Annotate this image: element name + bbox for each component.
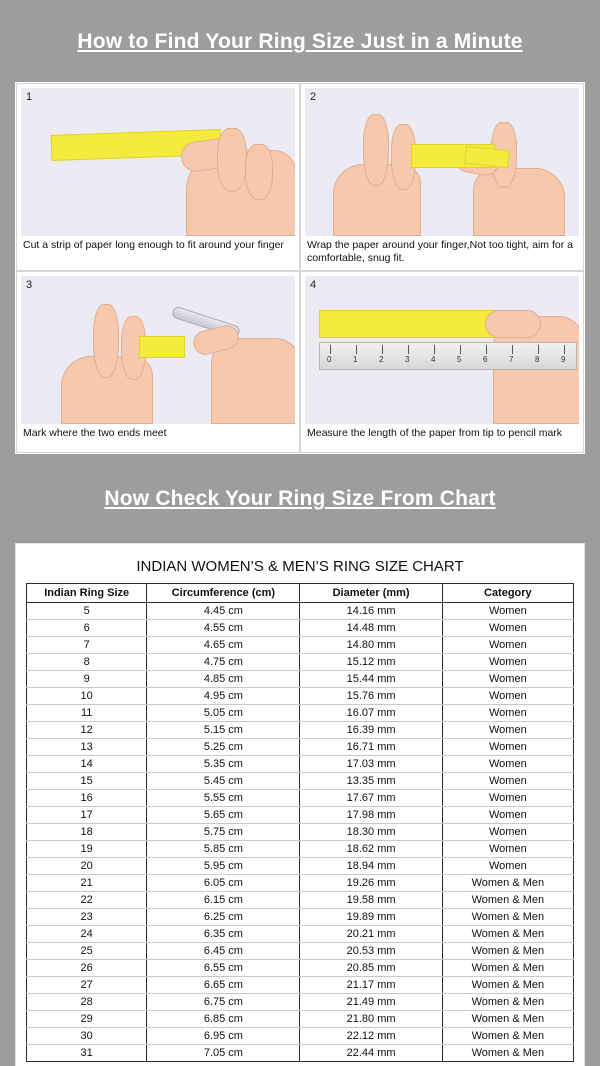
ruler-number: 1 (353, 354, 358, 364)
table-cell: Women & Men (442, 908, 573, 925)
chart-title: INDIAN WOMEN’S & MEN’S RING SIZE CHART (136, 557, 464, 575)
table-cell: Women & Men (442, 993, 573, 1010)
table-header-row (27, 583, 574, 602)
table-row (27, 942, 574, 959)
step-4-illustration (305, 276, 579, 424)
table-cell: 5.45 cm (147, 772, 300, 789)
step-1-caption: Cut a strip of paper long enough to fit around your finger (23, 239, 284, 252)
table-cell: 19.58 mm (300, 891, 442, 908)
table-cell: 18 (27, 823, 147, 840)
left-index-finger (363, 114, 389, 186)
table-cell: 15.12 mm (300, 653, 442, 670)
column-header-circumference: Circumference (cm) (147, 583, 300, 602)
ruler-tick (564, 345, 565, 354)
table-cell: 5.85 cm (147, 840, 300, 857)
table-row (27, 772, 574, 789)
step-3-caption: Mark where the two ends meet (23, 426, 167, 439)
table-cell: 15.76 mm (300, 687, 442, 704)
left-index-finger (93, 304, 119, 378)
table-cell: 6.25 cm (147, 908, 300, 925)
table-cell: 4.85 cm (147, 670, 300, 687)
step-card-3 (16, 271, 300, 453)
table-cell: Women (442, 857, 573, 874)
table-cell: Women (442, 755, 573, 772)
column-header-ring-size: Indian Ring Size (27, 583, 147, 602)
ruler-tick (538, 345, 539, 354)
paper-on-finger (139, 336, 185, 358)
table-cell: Women (442, 806, 573, 823)
table-cell: 5.05 cm (147, 704, 300, 721)
table-cell: Women (442, 789, 573, 806)
table-cell: Women (442, 636, 573, 653)
ruler-number: 8 (535, 354, 540, 364)
table-cell: 17 (27, 806, 147, 823)
ruler-tick (408, 345, 409, 354)
table-cell: 5.55 cm (147, 789, 300, 806)
table-cell: Women & Men (442, 1044, 573, 1061)
table-cell: Women (442, 738, 573, 755)
table-cell: Women & Men (442, 976, 573, 993)
table-cell: Women (442, 772, 573, 789)
table-row (27, 1044, 574, 1061)
step-2-caption: Wrap the paper around your finger,Not too tight, aim for a comfortable, snug fit. (307, 239, 573, 264)
table-cell: 6.65 cm (147, 976, 300, 993)
table-cell: Women & Men (442, 874, 573, 891)
ring-size-table (26, 583, 574, 1062)
column-header-category: Category (442, 583, 573, 602)
step-card-2 (300, 83, 584, 271)
table-cell: 5.25 cm (147, 738, 300, 755)
table-cell: Women & Men (442, 891, 573, 908)
table-cell: 14 (27, 755, 147, 772)
table-row (27, 619, 574, 636)
ruler-tick (460, 345, 461, 354)
table-cell: Women (442, 619, 573, 636)
table-cell: 22.12 mm (300, 1027, 442, 1044)
finger-tip (485, 310, 541, 338)
ruler-tick (486, 345, 487, 354)
table-cell: 31 (27, 1044, 147, 1061)
table-cell: 5.15 cm (147, 721, 300, 738)
table-cell: Women (442, 670, 573, 687)
table-row (27, 976, 574, 993)
table-cell: 6.75 cm (147, 993, 300, 1010)
table-cell: 9 (27, 670, 147, 687)
table-row (27, 959, 574, 976)
table-cell: 4.65 cm (147, 636, 300, 653)
table-cell: 16.39 mm (300, 721, 442, 738)
table-row (27, 908, 574, 925)
table-row (27, 789, 574, 806)
table-cell: 4.95 cm (147, 687, 300, 704)
table-cell: 7 (27, 636, 147, 653)
table-cell: Women & Men (442, 942, 573, 959)
table-cell: 6.85 cm (147, 1010, 300, 1027)
table-row (27, 755, 574, 772)
step-1-illustration (21, 88, 295, 236)
ruler-tick (382, 345, 383, 354)
table-cell: 13 (27, 738, 147, 755)
table-cell: 5.95 cm (147, 857, 300, 874)
step-card-4 (300, 271, 584, 453)
table-cell: 20.21 mm (300, 925, 442, 942)
ruler-number: 0 (327, 354, 332, 364)
table-cell: 19.26 mm (300, 874, 442, 891)
table-cell: 22 (27, 891, 147, 908)
table-cell: 17.67 mm (300, 789, 442, 806)
table-body (27, 602, 574, 1061)
table-cell: Women (442, 840, 573, 857)
table-cell: 12 (27, 721, 147, 738)
table-row (27, 1027, 574, 1044)
table-cell: 21.49 mm (300, 993, 442, 1010)
ruler-number: 4 (431, 354, 436, 364)
ruler-tick (356, 345, 357, 354)
table-cell: 11 (27, 704, 147, 721)
step-3-illustration (21, 276, 295, 424)
table-cell: 24 (27, 925, 147, 942)
table-cell: 7.05 cm (147, 1044, 300, 1061)
page-title: How to Find Your Ring Size Just in a Minute (77, 30, 523, 54)
ruler-number: 3 (405, 354, 410, 364)
table-cell: 16 (27, 789, 147, 806)
table-cell: 4.75 cm (147, 653, 300, 670)
table-cell: 6.05 cm (147, 874, 300, 891)
table-cell: 20.53 mm (300, 942, 442, 959)
ring-size-chart-card (15, 543, 585, 1066)
table-cell: 21.17 mm (300, 976, 442, 993)
ruler-number: 6 (483, 354, 488, 364)
table-cell: 17.03 mm (300, 755, 442, 772)
middle-finger (245, 144, 273, 200)
table-cell: 13.35 mm (300, 772, 442, 789)
table-row (27, 1010, 574, 1027)
index-finger (217, 128, 247, 192)
table-cell: Women (442, 687, 573, 704)
ruler-number: 5 (457, 354, 462, 364)
table-cell: Women (442, 721, 573, 738)
table-row (27, 738, 574, 755)
column-header-diameter: Diameter (mm) (300, 583, 442, 602)
table-cell: Women (442, 704, 573, 721)
table-cell: 5.35 cm (147, 755, 300, 772)
step-4-caption: Measure the length of the paper from tip to pencil mark (307, 426, 563, 439)
ruler-tick (330, 345, 331, 354)
table-cell: 18.62 mm (300, 840, 442, 857)
right-hand-palm (211, 338, 295, 424)
table-cell: 14.16 mm (300, 602, 442, 619)
table-cell: 14.80 mm (300, 636, 442, 653)
table-cell: Women (442, 653, 573, 670)
table-cell: 6.55 cm (147, 959, 300, 976)
table-cell: 5.65 cm (147, 806, 300, 823)
table-row (27, 925, 574, 942)
table-cell: 19.89 mm (300, 908, 442, 925)
table-row (27, 721, 574, 738)
table-cell: 8 (27, 653, 147, 670)
chart-section-title: Now Check Your Ring Size From Chart (104, 487, 496, 511)
table-row (27, 636, 574, 653)
step-4-number: 4 (310, 278, 317, 291)
table-cell: 21 (27, 874, 147, 891)
table-cell: 5.75 cm (147, 823, 300, 840)
table-cell: 10 (27, 687, 147, 704)
table-cell: 6.95 cm (147, 1027, 300, 1044)
step-3-number: 3 (26, 278, 33, 291)
table-cell: 4.45 cm (147, 602, 300, 619)
step-1-number: 1 (26, 91, 33, 104)
table-cell: 6.45 cm (147, 942, 300, 959)
table-row (27, 704, 574, 721)
ruler-number: 2 (379, 354, 384, 364)
table-cell: 18.94 mm (300, 857, 442, 874)
step-card-1 (16, 83, 300, 271)
table-cell: 4.55 cm (147, 619, 300, 636)
table-cell: 28 (27, 993, 147, 1010)
step-2-illustration (305, 88, 579, 236)
table-cell: 18.30 mm (300, 823, 442, 840)
table-cell: 14.48 mm (300, 619, 442, 636)
table-cell: 27 (27, 976, 147, 993)
ruler-tick (512, 345, 513, 354)
table-cell: 29 (27, 1010, 147, 1027)
table-row (27, 993, 574, 1010)
table-row (27, 602, 574, 619)
ruler-number: 7 (509, 354, 514, 364)
table-cell: 15 (27, 772, 147, 789)
table-row (27, 874, 574, 891)
table-cell: Women (442, 602, 573, 619)
table-cell: 16.07 mm (300, 704, 442, 721)
table-cell: 26 (27, 959, 147, 976)
ruler-number: 9 (561, 354, 566, 364)
table-cell: 6.15 cm (147, 891, 300, 908)
table-cell: 25 (27, 942, 147, 959)
table-cell: 6.35 cm (147, 925, 300, 942)
table-row (27, 823, 574, 840)
table-row (27, 670, 574, 687)
table-cell: 20 (27, 857, 147, 874)
table-cell: 5 (27, 602, 147, 619)
step-2-number: 2 (310, 91, 317, 104)
table-row (27, 857, 574, 874)
table-cell: 22.44 mm (300, 1044, 442, 1061)
table-cell: 6 (27, 619, 147, 636)
table-cell: 19 (27, 840, 147, 857)
right-hand-palm (473, 168, 565, 236)
table-cell: 23 (27, 908, 147, 925)
table-cell: 16.71 mm (300, 738, 442, 755)
table-cell: Women & Men (442, 925, 573, 942)
table-row (27, 806, 574, 823)
table-cell: Women & Men (442, 959, 573, 976)
table-cell: Women & Men (442, 1010, 573, 1027)
table-row (27, 840, 574, 857)
table-cell: Women (442, 823, 573, 840)
table-row (27, 653, 574, 670)
steps-grid (15, 82, 585, 454)
table-cell: 17.98 mm (300, 806, 442, 823)
table-row (27, 687, 574, 704)
table-cell: Women & Men (442, 1027, 573, 1044)
table-cell: 30 (27, 1027, 147, 1044)
table-cell: 20.85 mm (300, 959, 442, 976)
ruler-tick (434, 345, 435, 354)
table-cell: 15.44 mm (300, 670, 442, 687)
table-cell: 21.80 mm (300, 1010, 442, 1027)
ruler (319, 342, 577, 370)
table-row (27, 891, 574, 908)
